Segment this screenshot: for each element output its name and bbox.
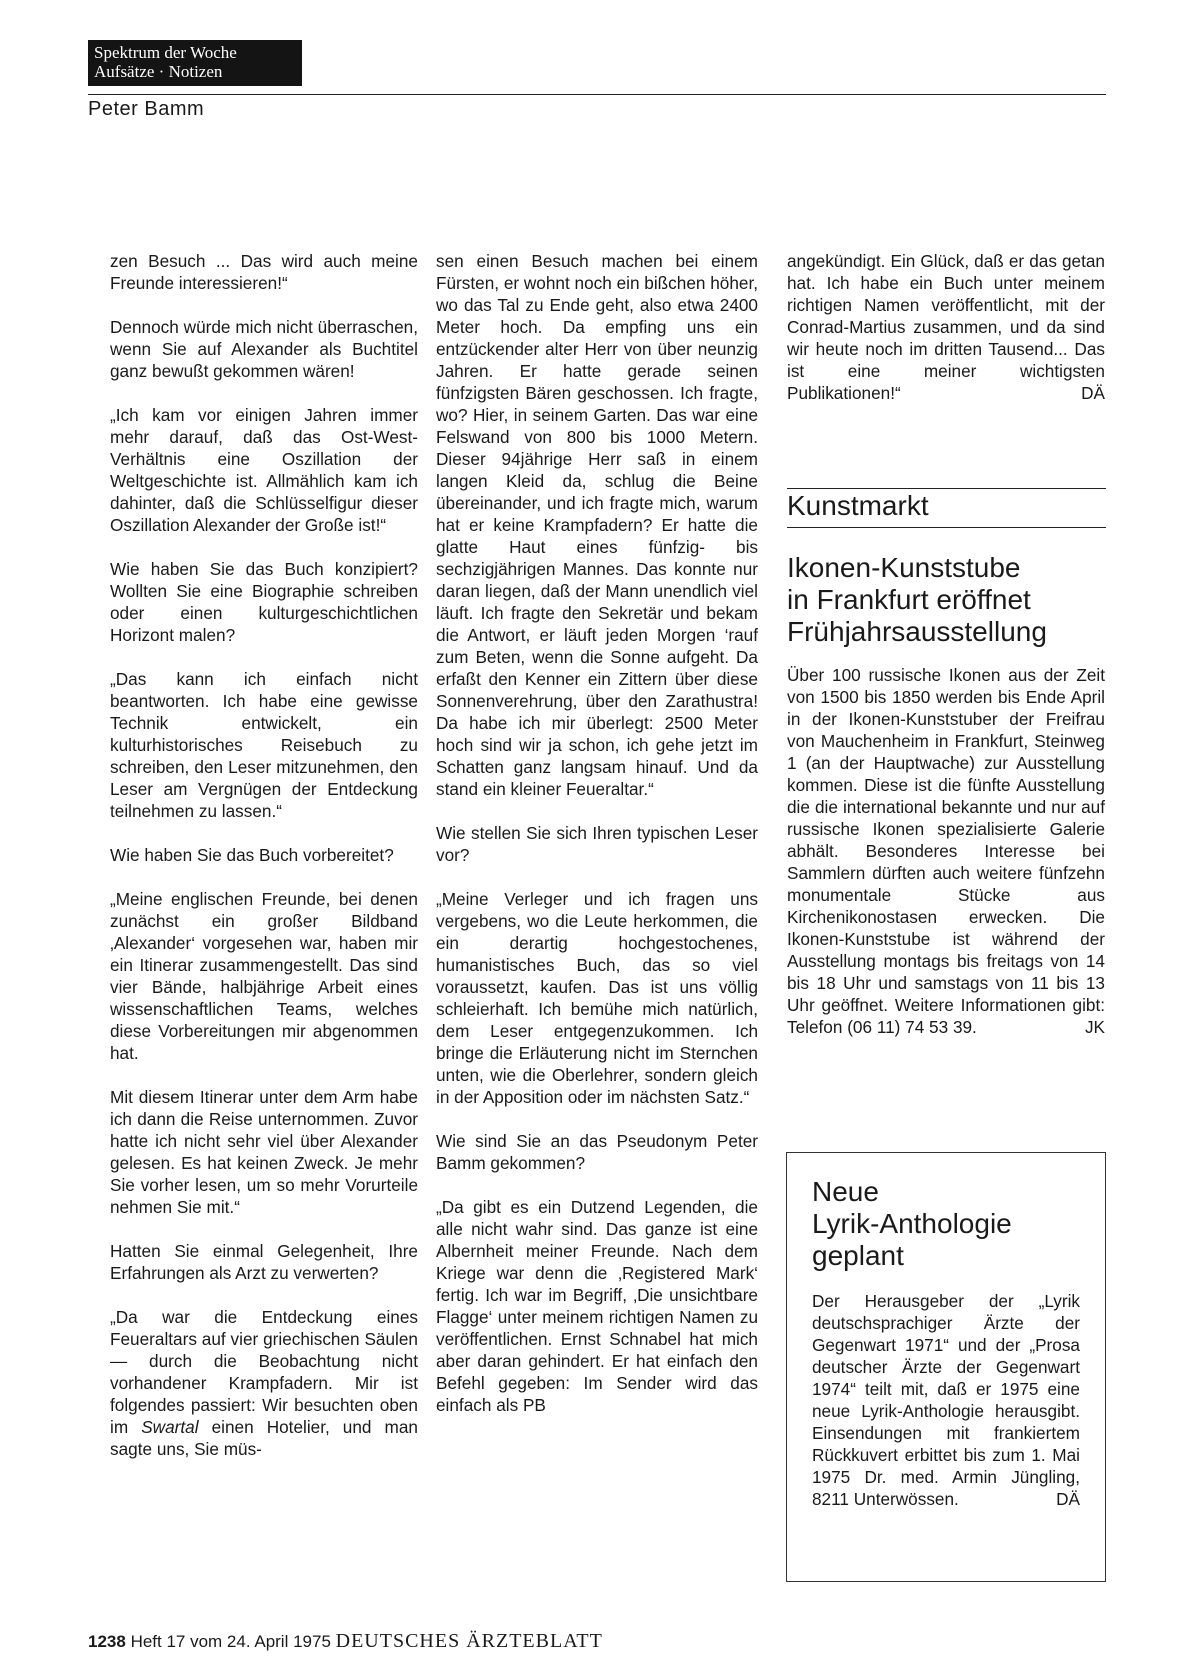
headline-line: Lyrik-Anthologie [812, 1208, 1012, 1239]
headline-ikonen [787, 552, 1047, 648]
article-column-3 [787, 250, 1105, 404]
paragraph: Hatten Sie einmal Gelegenheit, Ihre Erfahrungen als Arzt zu verwerten? [110, 1241, 418, 1283]
paragraph [787, 250, 1105, 404]
header-rule [88, 94, 1106, 95]
paragraph: „Ich kam vor einigen Jahren immer mehr darauf, daß das Ost-West-Verhältnis eine Oszillation der Weltgeschichte ist. Allmählich kam ich dahinter, daß die Schlüsselfigur dieser Oszillation Alexander der Große ist!“ [110, 405, 418, 535]
paragraph: Wie haben Sie das Buch konzipiert? Wollten Sie eine Biographie schreiben oder einen kulturgeschichtlichen Horizont malen? [110, 559, 418, 645]
paragraph [110, 1306, 418, 1460]
signature: JK [1084, 1017, 1105, 1037]
section-rule-bottom [787, 527, 1106, 528]
signature: DÄ [1081, 383, 1105, 403]
article-body-ikonen [787, 664, 1105, 1038]
paragraph: „Das kann ich einfach nicht beantworten. Ich habe eine gewisse Technik entwickelt, ein kulturhistorisches Reisebuch zu schreiben, den Leser mitzunehmen, den Leser am Vergnügen der Entdeckung teilnehmen zu lassen.“ [110, 669, 418, 821]
paragraph: Wie stellen Sie sich Ihren typischen Leser vor? [436, 823, 758, 865]
headline-lyrik [812, 1176, 1012, 1272]
issue-info: Heft 17 vom 24. April 1975 [130, 1632, 331, 1651]
section-rule-top [787, 488, 1106, 489]
paragraph-text: Über 100 russische Ikonen aus der Zeit von 1500 bis 1850 werden bis Ende April in der Ikonen-Kunststuber der Freifrau von Mauchenheim in Frankfurt, Steinweg 1 (an der Hauptwache) zur Ausstellung kommen. Diese ist die fünfte Ausstellung die die international bekannte und nur auf russische Ikonen spezialisierte Galerie abhält. Besonderes Interesse bei Sammlern dürften auch weitere fünfzehn monumentale Stücke aus Kirchenikonostasen erwecken. Die Ikonen-Kunststube ist während der Ausstellung montags bis freitags von 14 bis 18 Uhr und samstags von 11 bis 13 Uhr geöffnet. Weitere Informationen gibt: Telefon (06 11) 74 53 39. [787, 665, 1105, 1037]
section-header-box [88, 40, 302, 86]
headline-line: Ikonen-Kunststube [787, 552, 1021, 583]
page-number: 1238 [88, 1632, 126, 1651]
paragraph: „Meine englischen Freunde, bei denen zunächst ein großer Bildband ‚Alexander‘ vorgesehen war, haben mir ein Itinerar zusammengestellt. Das sind vier Bände, halbjährige Arbeit eines wissenschaftlichen Teams, welches diese Vorbereitungen mir abgenommen hat. [110, 889, 418, 1063]
headline-line: geplant [812, 1240, 904, 1271]
paragraph-text: einen Hotelier, und man sagte uns, Sie müs- [110, 1417, 418, 1459]
paragraph: Dennoch würde mich nicht überraschen, wenn Sie auf Alexander als Buchtitel ganz bewußt gekommen wären! [110, 317, 418, 381]
headline-line: Frühjahrsausstellung [787, 616, 1047, 647]
article-body-lyrik [812, 1290, 1080, 1510]
paragraph: „Da gibt es ein Dutzend Legenden, die alle nicht wahr sind. Das ganze ist eine Albernheit meiner Freunde. Nach dem Kriege war denn die ‚Registered Mark‘ fertig. Ich war im Begriff, ‚Die unsichtbare Flagge‘ unter meinem richtigen Namen zu veröffentlichen. Ernst Schnabel hat mich aber daran gehindert. Er hat einfach den Befehl gegeben: Im Sender wird das einfach als PB [436, 1197, 758, 1415]
paragraph: zen Besuch ... Das wird auch meine Freunde interessieren!“ [110, 251, 418, 293]
paragraph: Mit diesem Itinerar unter dem Arm habe ich dann die Reise unternommen. Zuvor hatte ich nicht sehr viel über Alexander gelesen. Es hat keinen Zweck. Je mehr Sie vorher lesen, um so mehr Vorurteile nehmen Sie mit.“ [110, 1087, 418, 1217]
article-column-2 [436, 250, 758, 1416]
section-header-line2: Aufsätze · Notizen [94, 62, 223, 81]
signature: DÄ [1056, 1489, 1080, 1509]
place-name-italic: Swartal [141, 1417, 199, 1437]
paragraph: sen einen Besuch machen bei einem Fürsten, er wohnt noch ein bißchen höher, wo das Tal zu Ende geht, also etwa 2400 Meter hoch. Da empfing uns ein entzückender alter Herr von über neunzig Jahren. Er hatte gerade seinen fünfzigsten Bären geschossen. Ich fragte, wo? Hier, in seinem Garten. Das war eine Felswand von 800 bis 1000 Metern. Dieser 94jährige Herr saß in einem langen Kleid da, schlug die Beine übereinander, und ich fragte mich, warum hat er keine Krampfadern? Er hatte die glatte Haut eines fünfzig- bis sechzigjährigen Mannes. Das konnte nur daran liegen, daß der Mann unendlich viel läuft. Ich fragte den Sekretär und bekam die Antwort, er läuft jeden Morgen ‘rauf zum Beten, wenn die Sonne aufgeht. Da erfaßt den Kenner ein Zittern über diese Sonnenverehrung, über den Zarathustra! Da habe ich mir überlegt: 2500 Meter hoch sind wir ja schon, ich gehe jetzt im Schatten ganz langsam hinauf. Und da stand ein kleiner Feueraltar.“ [436, 251, 758, 799]
author-name: Peter Bamm [88, 98, 205, 120]
paragraph: Wie haben Sie das Buch vorbereitet? [110, 845, 394, 865]
magazine-name: DEUTSCHES ÄRZTEBLATT [335, 1630, 603, 1652]
section-title-kunstmarkt: Kunstmarkt [787, 490, 929, 521]
headline-line: in Frankfurt eröffnet [787, 584, 1031, 615]
page-footer [88, 1630, 603, 1653]
paragraph-text: Der Herausgeber der „Lyrik deutschsprachiger Ärzte der Gegenwart 1971“ und der „Prosa deutscher Ärzte der Gegenwart 1974“ teilt mit, daß er 1975 eine neue Lyrik-Anthologie herausgibt. Einsendungen mit frankiertem Rückkuvert erbittet bis zum 1. Mai 1975 Dr. med. Armin Jüngling, 8211 Unterwössen. [812, 1291, 1080, 1509]
paragraph-text: angekündigt. Ein Glück, daß er das getan hat. Ich habe ein Buch unter meinem richtigen Namen veröffentlicht, mit der Conrad-Martius zusammen, und da sind wir heute noch im dritten Tausend... Das ist eine meiner wichtigsten Publikationen!“ [787, 251, 1105, 403]
paragraph-text: „Da war die Entdeckung eines Feueraltars auf vier griechischen Säulen — durch die Beobachtung nicht vorhandener Krampfadern. Mir ist folgendes passiert: Wir besuchten oben im [110, 1307, 418, 1437]
headline-line: Neue [812, 1176, 879, 1207]
paragraph: Wie sind Sie an das Pseudonym Peter Bamm gekommen? [436, 1131, 758, 1173]
paragraph: „Meine Verleger und ich fragen uns vergebens, wo die Leute herkommen, die ein derartig hochgestochenes, humanistisches Buch, das so viel voraussetzt, kaufen. Das ist uns völlig schleierhaft. Ich bemühe mich natürlich, dem Leser entgegenzukommen. Ich bringe die Erläuterung nicht im Sternchen unten, wie die Oberlehrer, sondern gleich in der Apposition oder im nächsten Satz.“ [436, 889, 758, 1107]
article-column-1 [110, 250, 418, 1460]
section-header-line1: Spektrum der Woche [94, 43, 237, 62]
